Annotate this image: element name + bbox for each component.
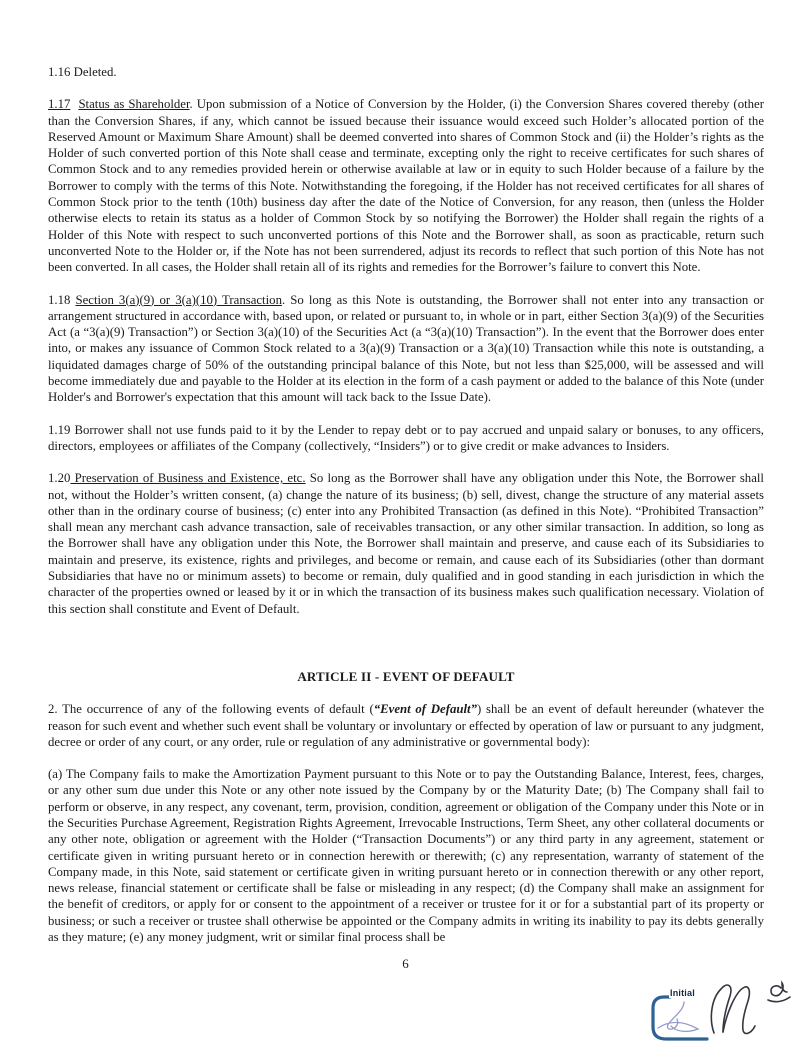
paragraph-2-rest: ) shall be an event of default hereunder (whatever the reason for such event and whether such event shall be voluntary or involuntary or effected by operation of law or pursuant to any judgment, decree or order of any court, or any order, rule or regulation of any administrative or governmental body): bbox=[48, 702, 764, 749]
section-body-1-17: . Upon submission of a Notice of Conversion by the Holder, (i) the Conversion Shares covered thereby (other than the Conversion Shares, if any, which cannot be issued because their issuance would exceed such Holder’s allocated portion of the Reserved Amount or Maximum Share Amount) shall be deemed converted into shares of Common Stock and (ii) the Holder’s rights as the Holder of such converted portion of this Note shall cease and terminate, excepting only the right to receive certificates for such shares of Common Stock and to any remedies provided herein or otherwise available at law or in equity to such Holder because of a failure by the Borrower to comply with the terms of this Note. Notwithstanding the foregoing, if the Holder has not received certificates for all shares of Common Stock prior to the tenth (10th) business day after the date of the Notice of Conversion, for any reason, then (unless the Holder otherwise elects to retain its status as a holder of Common Stock by so notifying the Borrower) the Holder shall regain the rights of a Holder of this Note with respect to such unconverted portions of this Note and the Borrower shall, as soon as practicable, return such unconverted Note to the Holder or, if the Note has not been surrendered, adjust its records to reflect that such portion of this Note has not been converted. In all cases, the Holder shall retain all of its rights and remedies for the Borrower’s failure to convert this Note. bbox=[48, 97, 764, 275]
section-body-1-20: So long as the Borrower shall have any obligation under this Note, the Borrower shall not, without the Holder’s written consent, (a) change the nature of its business; (b) sell, divest, change the structure of any material assets other than in the ordinary course of business; (c) enter into any Prohibited Transaction (as defined in this Note). “Prohibited Transaction” shall mean any merchant cash advance transaction, sale of receivables transaction, or any other similar transaction. In addition, so long as the Borrower shall have any obligation under this Note, the Borrower shall maintain and preserve, and cause each of its Subsidiaries to maintain and preserve, its existence, rights and privileges, and become or remain, and cause each of its Subsidiaries (other than dormant Subsidiaries that have no or minimum assets) to become or remain, duly qualified and in good standing in each jurisdiction in which the character of the properties owned or leased by it or in which the transaction of its business makes such qualification necessary. Violation of this section shall constitute and Event of Default. bbox=[48, 471, 764, 616]
paragraph-1-18 bbox=[48, 292, 764, 406]
section-heading-1-18: Section 3(a)(9) or 3(a)(10) Transaction bbox=[75, 292, 282, 307]
paragraph-1-16 bbox=[48, 64, 764, 80]
section-1-19-text: 1.19 Borrower shall not use funds paid to it by the Lender to repay debt or to pay accrued and unpaid salary or bonuses, to any officers, directors, employees or affiliates of the Company (collectively, “Insiders”) or to give credit or make advances to Insiders. bbox=[48, 422, 764, 453]
paragraph-a-text: (a) The Company fails to make the Amortization Payment pursuant to this Note or to pay the Outstanding Balance, Interest, fees, charges, or any other sum due under this Note or any other note issued by the Company by or the Maturity Date; (b) The Company shall fail to perform or observe, in any respect, any covenant, term, provision, condition, agreement or obligation of the Company under this Note or in the Securities Purchase Agreement, Registration Rights Agreement, Irrevocable Instructions, Term Sheet, any other collateral documents or any other note, obligation or agreement with the Holder (“Transaction Documents”) or any third party in any agreement, statement or certificate given in writing pursuant hereto or in connection herewith or therewith; (c) any representation, warranty of statement of the Company made, in this Note, said statement or certificate given in writing pursuant hereto or in connection therewith or any other report, news release, financial statement or certificate shall be false or misleading in any respect; (d) the Company shall make an assignment for the benefit of creditors, or apply for or consent to the appointment of a receiver or trustee for it or for a substantial part of its property or business; or such a receiver or trustee shall otherwise be appointed or the Company admits in writing its inability to pay its debts generally as they mature; (e) any money judgment, writ or similar final process shall be bbox=[48, 767, 764, 945]
paragraph-1-20 bbox=[48, 470, 764, 617]
paragraph-1-17 bbox=[48, 96, 764, 275]
section-1-16-text: 1.16 Deleted. bbox=[48, 65, 117, 79]
paragraph-2 bbox=[48, 701, 764, 750]
event-of-default-term: “Event of Default” bbox=[373, 702, 478, 717]
signature-field bbox=[702, 977, 798, 1045]
section-heading-1-20: Preservation of Business and Existence, etc. bbox=[70, 471, 306, 486]
section-heading-1-17: Status as Shareholder bbox=[78, 97, 190, 112]
page-number: 6 bbox=[402, 956, 409, 971]
handwritten-initial bbox=[658, 1002, 698, 1031]
initial-label: Initial bbox=[670, 988, 695, 998]
article-ii-heading: ARTICLE II - EVENT OF DEFAULT bbox=[297, 668, 515, 684]
section-number-1-20: 1.20 bbox=[48, 471, 71, 486]
paragraph-a-events bbox=[48, 766, 764, 945]
handwritten-signature bbox=[702, 977, 798, 1045]
section-number-1-17: 1.17 bbox=[48, 97, 71, 112]
section-number-1-18: 1.18 bbox=[48, 292, 76, 307]
document-body bbox=[48, 64, 764, 961]
paragraph-1-19 bbox=[48, 422, 764, 455]
initial-box-bracket bbox=[653, 997, 707, 1039]
section-body-1-18: . So long as this Note is outstanding, the Borrower shall not enter into any transaction or arrangement structured in accordance with, based upon, or related or pursuant to, in whole or in part, either Section 3(a)(9) of the Securities Act (a “3(a)(9) Transaction”) or Section 3(a)(10) of the Securities Act (a “3(a)(10) Transaction”). In the event that the Borrower does enter into, or makes any issuance of Common Stock related to a 3(a)(9) Transaction or a 3(a)(10) Transaction while this note is outstanding, a liquidated damages charge of 50% of the outstanding principal balance of this Note, but not less than $25,000, will be assessed and will become immediately due and payable to the Holder at its election in the form of a cash payment or added to the balance of this Note (under Holder's and Borrower's expectation that this amount will tack back to the Issue Date). bbox=[48, 292, 764, 405]
paragraph-2-lead: 2. The occurrence of any of the following events of default ( bbox=[48, 702, 374, 717]
